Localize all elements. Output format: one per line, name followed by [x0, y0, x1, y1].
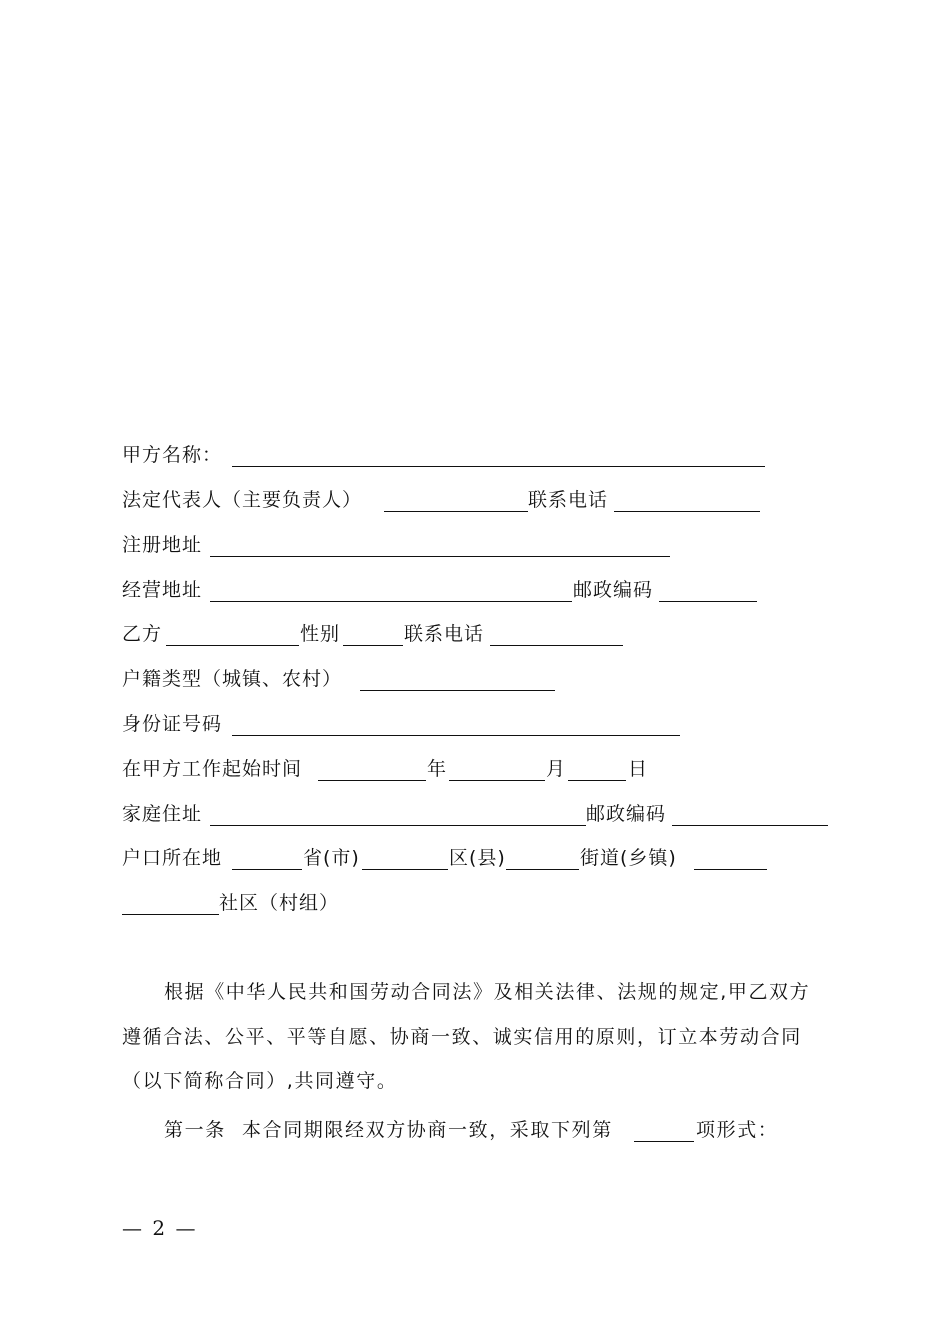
- article-1-title: 第一条: [164, 1119, 226, 1141]
- biz-address-label: 经营地址: [122, 579, 203, 601]
- street-extra-blank[interactable]: [694, 869, 767, 870]
- party-a-name-label: 甲方名称：: [122, 444, 223, 466]
- hukou-place-label: 户口所在地: [122, 847, 223, 869]
- home-postal-label: 邮政编码: [586, 803, 667, 825]
- party-b-phone-label: 联系电话: [404, 623, 485, 645]
- home-address-blank[interactable]: [210, 825, 586, 826]
- legal-rep-phone-label: 联系电话: [528, 489, 609, 511]
- article-1-suffix: 项形式：: [696, 1119, 779, 1141]
- party-b-phone-blank[interactable]: [490, 645, 623, 646]
- biz-postal-blank[interactable]: [659, 601, 757, 602]
- gender-blank[interactable]: [343, 645, 403, 646]
- year-label: 年: [427, 758, 448, 780]
- legal-rep-label: 法定代表人（主要负责人）: [122, 489, 363, 511]
- district-label: 区(县): [449, 847, 506, 869]
- reg-address-label: 注册地址: [122, 534, 203, 556]
- biz-address-blank[interactable]: [210, 601, 572, 602]
- article-1-text: 本合同期限经双方协商一致，采取下列第: [242, 1119, 613, 1141]
- home-postal-blank[interactable]: [672, 825, 828, 826]
- start-year-blank[interactable]: [318, 780, 426, 781]
- legal-rep-blank[interactable]: [384, 511, 528, 512]
- party-a-name-blank[interactable]: [232, 466, 765, 467]
- street-label: 街道(乡镇): [580, 847, 677, 869]
- street-blank[interactable]: [506, 869, 579, 870]
- community-blank[interactable]: [122, 914, 219, 915]
- party-b-label: 乙方: [122, 623, 163, 645]
- start-day-blank[interactable]: [568, 780, 626, 781]
- legal-rep-phone-blank[interactable]: [614, 511, 760, 512]
- hukou-type-blank[interactable]: [360, 690, 555, 691]
- home-address-label: 家庭住址: [122, 803, 203, 825]
- province-blank[interactable]: [232, 869, 302, 870]
- start-month-blank[interactable]: [449, 780, 545, 781]
- hukou-type-label: 户籍类型（城镇、农村）: [122, 668, 343, 690]
- id-number-label: 身份证号码: [122, 713, 223, 735]
- day-label: 日: [628, 758, 649, 780]
- reg-address-blank[interactable]: [210, 556, 670, 557]
- month-label: 月: [546, 758, 567, 780]
- intro-paragraph: 根据《中华人民共和国劳动合同法》及相关法律、法规的规定,甲乙双方遵循合法、公平、平等自愿、协商一致、诚实信用的原则，订立本劳动合同（以下简称合同）,共同遵守。: [122, 981, 811, 1092]
- gender-label: 性别: [300, 623, 341, 645]
- id-number-blank[interactable]: [232, 735, 680, 736]
- party-b-blank[interactable]: [166, 645, 299, 646]
- article-1-blank[interactable]: [634, 1141, 694, 1142]
- page-number: — 2 —: [122, 1216, 198, 1240]
- community-label: 社区（村组）: [219, 892, 340, 914]
- biz-postal-label: 邮政编码: [573, 579, 654, 601]
- province-label: 省(市): [303, 847, 360, 869]
- district-blank[interactable]: [362, 869, 448, 870]
- start-time-label: 在甲方工作起始时间: [122, 758, 303, 780]
